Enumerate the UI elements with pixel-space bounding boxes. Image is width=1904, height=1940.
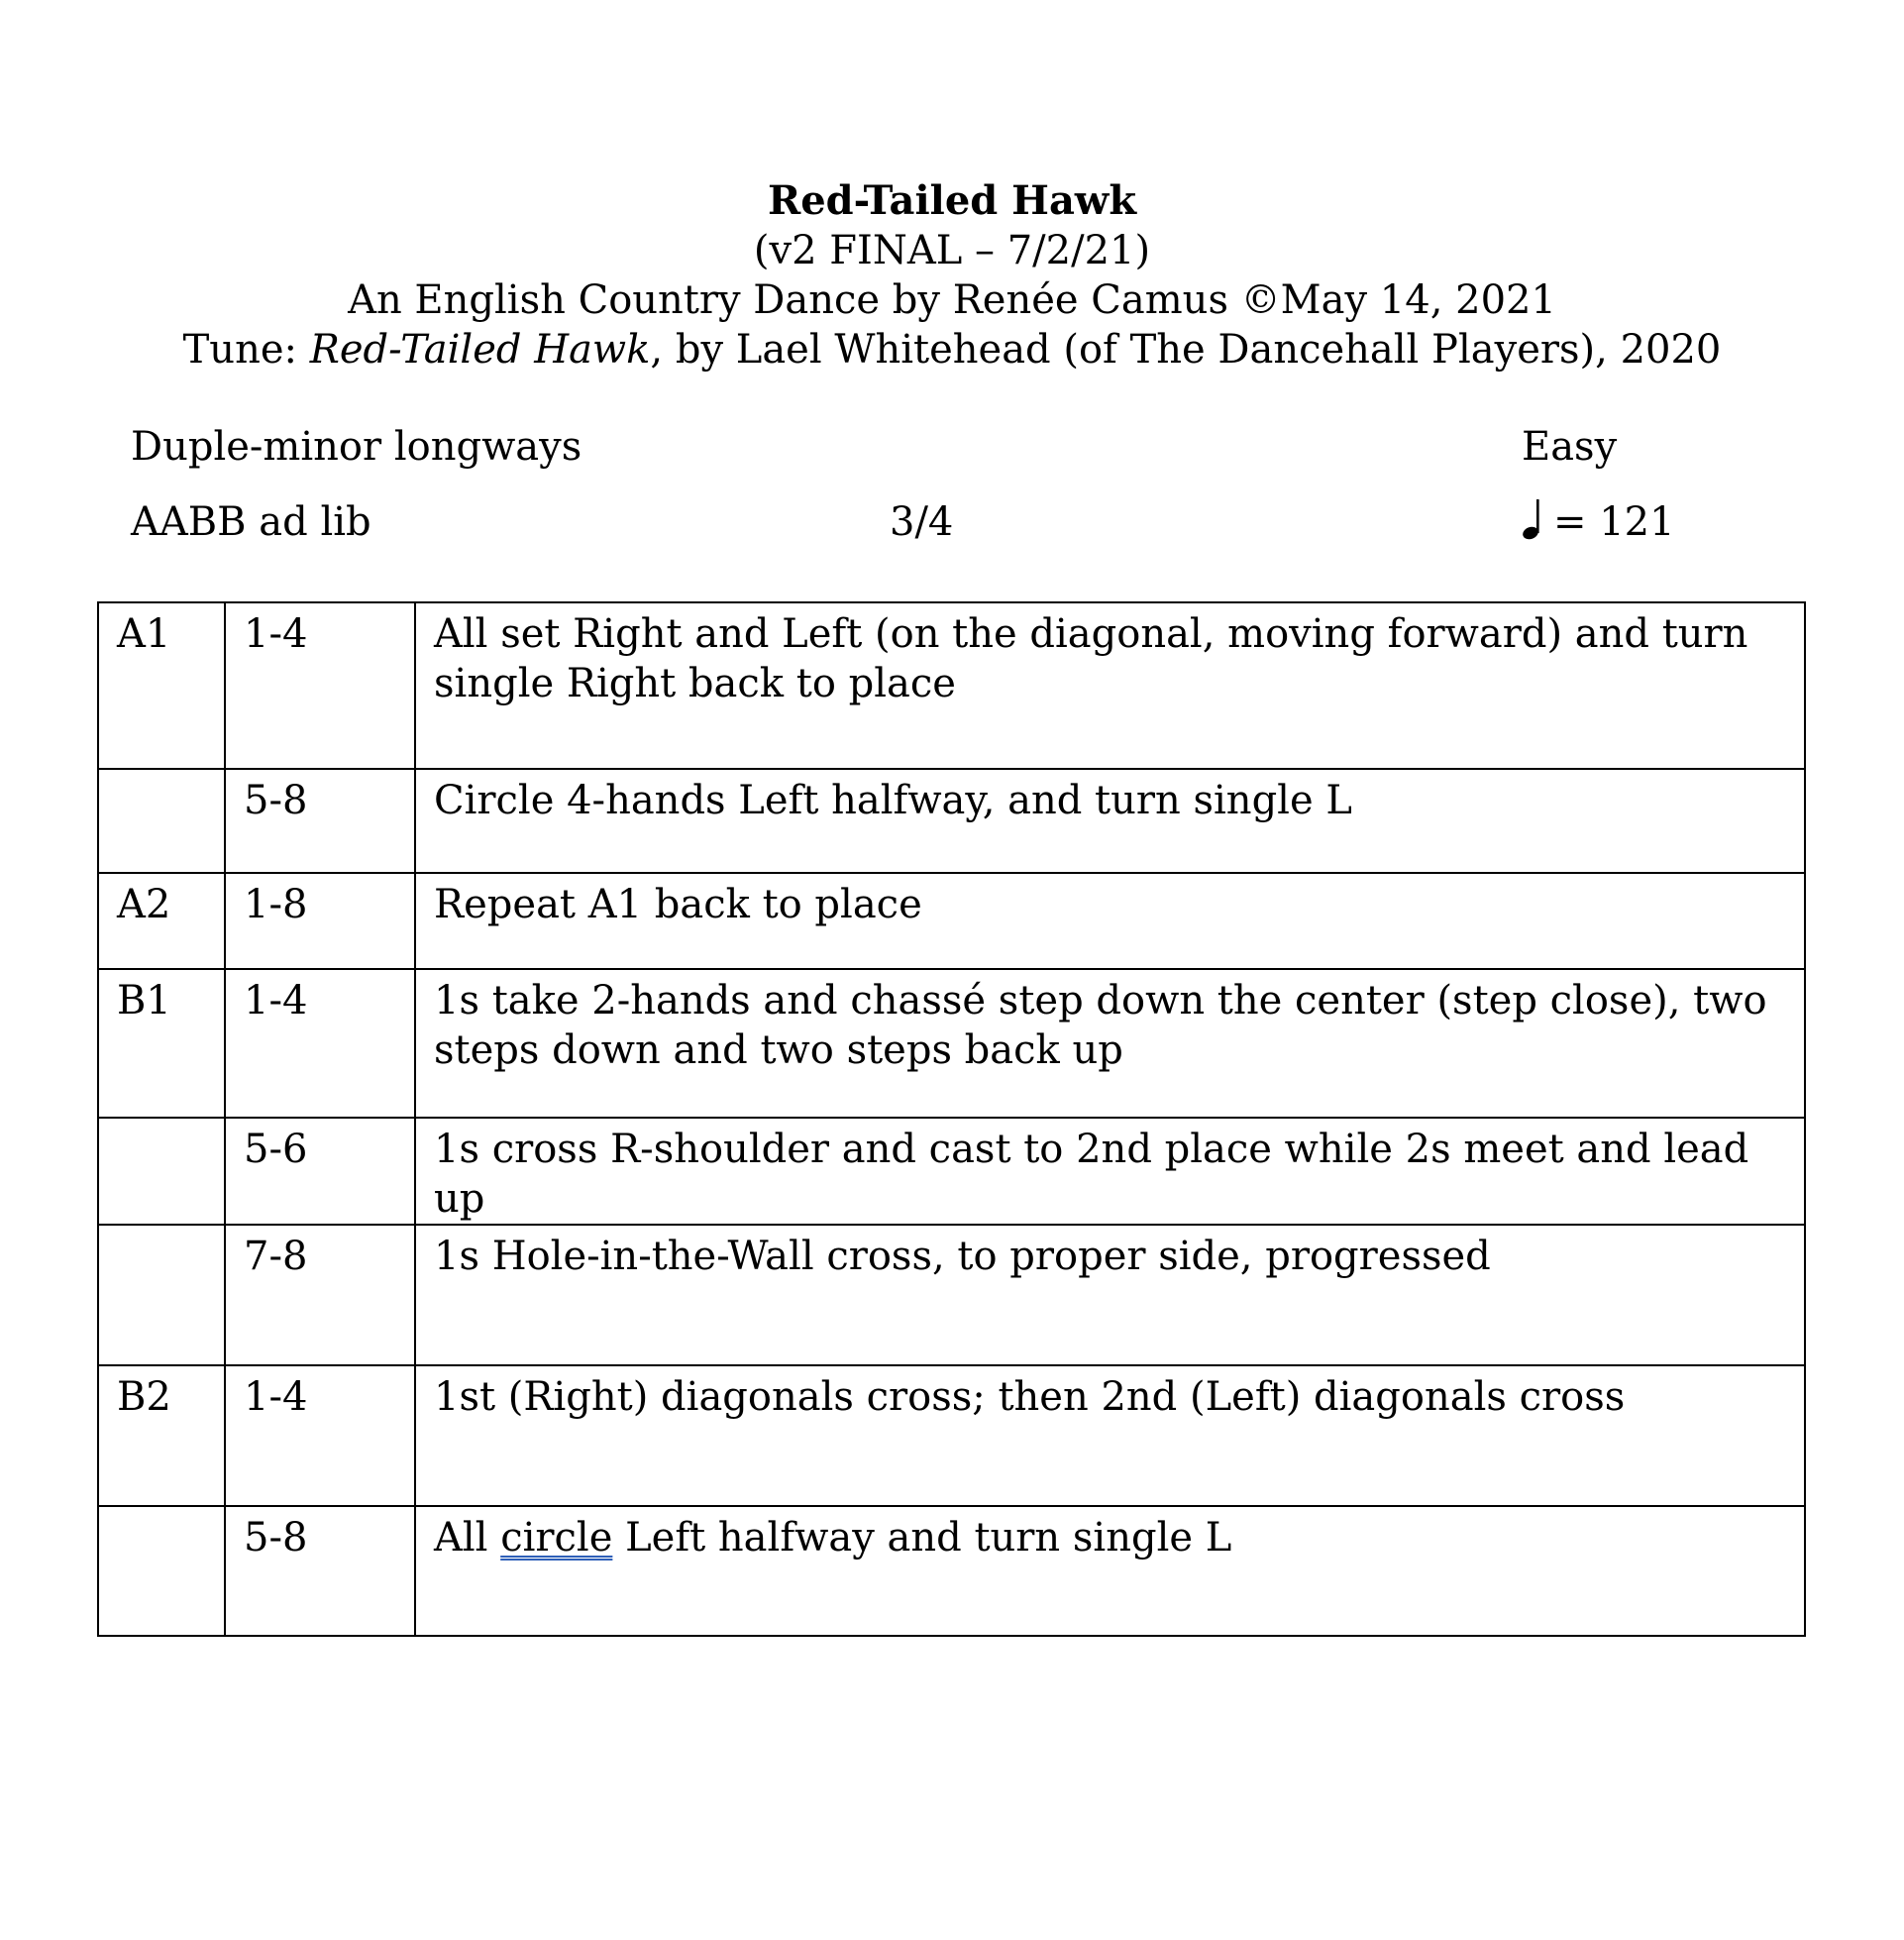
table-row [98, 769, 1805, 873]
formation: Duple-minor longways [131, 424, 582, 470]
bars-cell: 5-8 [225, 769, 415, 873]
tempo [1522, 497, 1675, 547]
figure-text-end: Left halfway and turn single L [612, 1515, 1232, 1561]
bars-cell: 1-8 [225, 873, 415, 969]
figure-text-start: All [434, 1515, 501, 1561]
tune-line [0, 325, 1904, 375]
byline: An English Country Dance by Renée Camus ©May 14, 2021 [348, 277, 1556, 323]
table-row [98, 1365, 1805, 1506]
figure-cell: All set Right and Left (on the diagonal, moving forward) and turn single Right back to place [415, 602, 1805, 769]
dance-header [0, 176, 1904, 375]
figure-cell: 1s take 2-hands and chassé step down the center (step close), two steps down and two steps back up [415, 969, 1805, 1118]
figure-cell: 1st (Right) diagonals cross; then 2nd (Left) diagonals cross [415, 1365, 1805, 1506]
part-cell: A2 [98, 873, 225, 969]
table-row [98, 969, 1805, 1118]
figure-cell: 1s Hole-in-the-Wall cross, to proper side, progressed [415, 1225, 1805, 1365]
tune-suffix: , by Lael Whitehead (of The Dancehall Players), 2020 [650, 327, 1722, 373]
table-row [98, 1225, 1805, 1365]
time-signature: 3/4 [890, 499, 954, 545]
table-row [98, 873, 1805, 969]
part-cell [98, 1506, 225, 1636]
part-cell: A1 [98, 602, 225, 769]
table-row [98, 602, 1805, 769]
part-cell [98, 1225, 225, 1365]
bars-cell: 5-6 [225, 1118, 415, 1225]
figure-cell: Circle 4-hands Left halfway, and turn single L [415, 769, 1805, 873]
structure: AABB ad lib [131, 499, 371, 545]
dance-title: Red-Tailed Hawk [767, 177, 1137, 224]
part-cell: B2 [98, 1365, 225, 1506]
part-cell [98, 1118, 225, 1225]
quarter-note-icon [1522, 497, 1547, 541]
underlined-word: circle [500, 1515, 613, 1561]
dance-table [97, 601, 1806, 1637]
bars-cell: 1-4 [225, 602, 415, 769]
tune-name: Red-Tailed Hawk [309, 327, 651, 373]
difficulty: Easy [1522, 424, 1618, 470]
figure-cell [415, 1506, 1805, 1636]
version-line: (v2 FINAL – 7/2/21) [753, 228, 1151, 273]
part-cell [98, 769, 225, 873]
table-row [98, 1118, 1805, 1225]
table-row [98, 1506, 1805, 1636]
part-cell: B1 [98, 969, 225, 1118]
bars-cell: 1-4 [225, 1365, 415, 1506]
tune-prefix: Tune: [182, 327, 310, 373]
figure-cell: Repeat A1 back to place [415, 873, 1805, 969]
tempo-value: = 121 [1553, 499, 1675, 545]
bars-cell: 1-4 [225, 969, 415, 1118]
figure-cell: 1s cross R-shoulder and cast to 2nd place while 2s meet and lead up [415, 1118, 1805, 1225]
bars-cell: 5-8 [225, 1506, 415, 1636]
bars-cell: 7-8 [225, 1225, 415, 1365]
